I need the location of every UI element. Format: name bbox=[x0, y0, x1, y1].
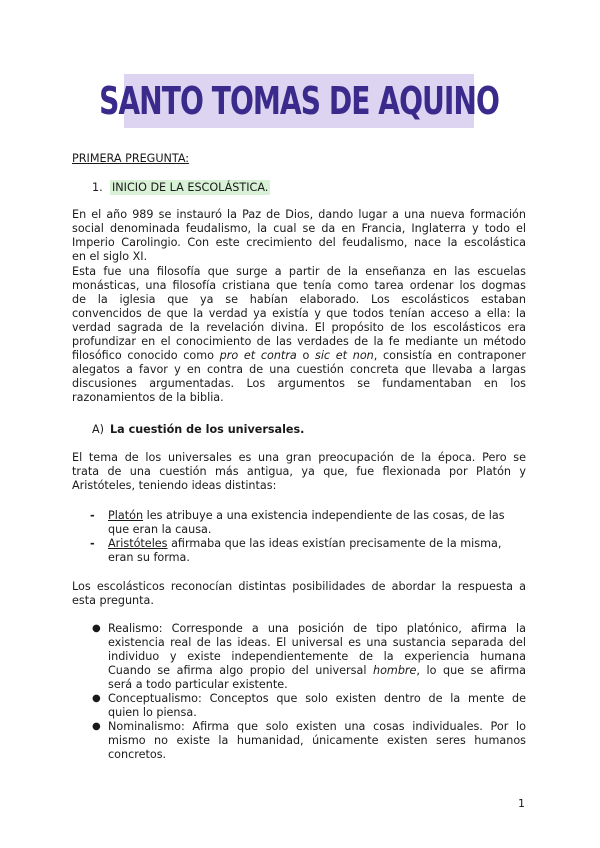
text-line: Imperio Carolingio. Con este crecimiento del feudalismo, nace la escolástica bbox=[72, 236, 526, 249]
text-segment: les atribuye a una existencia independiente de las cosas, de las bbox=[143, 509, 505, 522]
text-line: alegatos a favor y en contra de una cuestión concreta que llevaba a largas bbox=[72, 363, 526, 376]
text-line: Realismo: Corresponde a una posición de tipo platónico, afirma la bbox=[108, 622, 526, 635]
document-title: SANTO TOMAS DE AQUINO bbox=[99, 79, 499, 123]
paragraph-3 bbox=[72, 451, 526, 493]
text-line: individuo y existe independientemente de la experiencia humana bbox=[108, 650, 526, 663]
paragraph-1 bbox=[72, 208, 526, 264]
text-line: El tema de los universales es una gran preocupación de la época. Pero se bbox=[72, 451, 526, 464]
text-line: esta pregunta. bbox=[72, 594, 154, 607]
list-item bbox=[90, 720, 526, 762]
text-line: razonamientos de la biblia. bbox=[72, 391, 224, 404]
section-number: 1. bbox=[92, 180, 103, 194]
subsection-label: La cuestión de los universales. bbox=[110, 423, 305, 436]
latin-term: sic et non bbox=[315, 349, 374, 362]
latin-term: pro et contra bbox=[219, 349, 297, 362]
text-line: quien lo piensa. bbox=[108, 706, 197, 719]
text-line: Conceptualismo: Conceptos que solo existen dentro de la mente de bbox=[108, 692, 526, 705]
text-line: monásticas, una filosofía cristiana que tenía como tarea ordenar los dogmas bbox=[72, 279, 526, 292]
bullet-icon: ● bbox=[92, 623, 101, 634]
text-line: eran su forma. bbox=[108, 551, 190, 564]
text-line: que eran la causa. bbox=[108, 523, 212, 536]
text-line: Esta fue una filosofía que surge a partir de la enseñanza en las escuelas bbox=[72, 265, 526, 278]
text-segment: filosófico conocido como bbox=[72, 349, 220, 362]
text-segment: afirmaba que las ideas existían precisamente de la misma, bbox=[167, 537, 502, 550]
dash-marker: - bbox=[90, 509, 95, 522]
bullet-icon: ● bbox=[92, 721, 101, 732]
text-line: existencia real de las ideas. El universal es una sustancia separada del bbox=[108, 636, 526, 649]
section-heading: PRIMERA PREGUNTA: bbox=[72, 152, 190, 165]
text-line: en el siglo XI. bbox=[72, 250, 148, 263]
text-line: En el año 989 se instauró la Paz de Dios, dando lugar a una nueva formación bbox=[72, 208, 526, 221]
philosopher-name: Platón bbox=[108, 509, 144, 522]
text-line: será a todo particular existente. bbox=[108, 678, 288, 691]
text-line: de la iglesia que ya se habían elaborado. Los escolásticos estaban bbox=[72, 293, 526, 306]
text-line bbox=[72, 349, 526, 363]
list-item bbox=[90, 509, 526, 537]
title-banner bbox=[99, 74, 499, 128]
text-segment: Cuando se afirma algo propio del universal bbox=[108, 664, 373, 677]
dash-list bbox=[90, 509, 526, 565]
section-1-heading bbox=[92, 178, 270, 196]
text-line: mismo no existe la humanidad, únicamente existen seres humanos bbox=[108, 734, 526, 747]
list-item bbox=[90, 622, 526, 692]
text-line: Nominalismo: Afirma que solo existen una cosas individuales. Por lo bbox=[108, 720, 526, 733]
text-line: verdad sagrada de la revelación divina. El propósito de los escolásticos era bbox=[72, 321, 526, 334]
subsection-letter: A) bbox=[92, 423, 105, 436]
text-line: trata de una cuestión más antigua, ya que, fue flexionada por Platón y bbox=[72, 465, 526, 478]
section-label: INICIO DE LA ESCOLÁSTICA. bbox=[112, 180, 269, 194]
bullet-icon: ● bbox=[92, 693, 101, 704]
paragraph-2 bbox=[72, 265, 526, 405]
bullet-list bbox=[90, 622, 526, 762]
text-line: discusiones argumentadas. Los argumentos se fundamentaban en los bbox=[72, 377, 526, 390]
text-segment: , lo que se afirma bbox=[416, 664, 526, 677]
text-line: profundizar en el conocimiento de las verdades de la fe mediante un método bbox=[72, 335, 526, 348]
page-number: 1 bbox=[518, 797, 525, 810]
subsection-a-heading bbox=[92, 423, 304, 436]
dash-marker: - bbox=[90, 537, 95, 550]
text-line: Aristóteles, teniendo ideas distintas: bbox=[72, 479, 277, 492]
text-line: Los escolásticos reconocían distintas posibilidades de abordar la respuesta a bbox=[72, 580, 526, 593]
philosopher-name: Aristóteles bbox=[108, 537, 168, 550]
paragraph-4 bbox=[72, 580, 526, 608]
text-line: social denominada feudalismo, la cual se da en Francia, Inglaterra y todo el bbox=[72, 222, 526, 235]
italic-term: hombre bbox=[373, 664, 417, 677]
text-line bbox=[108, 664, 526, 678]
list-item bbox=[90, 537, 526, 565]
text-line: convencidos de que la verdad ya existía y que todos tenían acceso a ella: la bbox=[72, 307, 526, 320]
text-segment: o bbox=[296, 349, 315, 362]
text-segment: , consistía en contraponer bbox=[373, 349, 526, 362]
text-line: concretos. bbox=[108, 748, 167, 761]
list-item bbox=[90, 692, 526, 720]
